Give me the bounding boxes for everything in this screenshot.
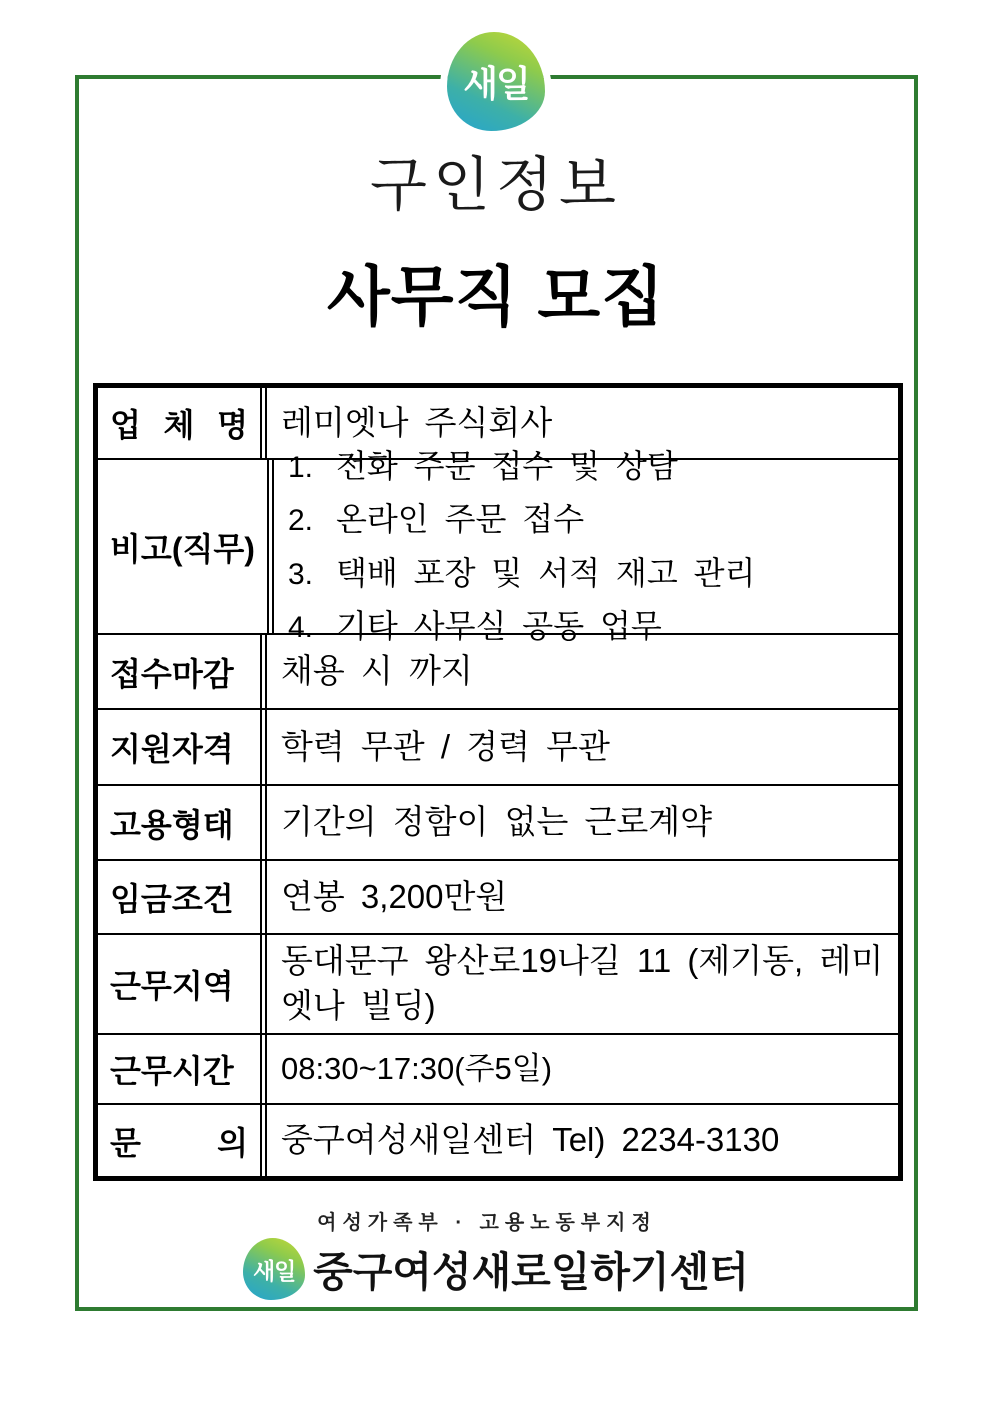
saeil-logo-text: 새일 [463, 63, 529, 104]
saeil-footer-logo-text: 새일 [252, 1257, 296, 1284]
row-value-qualification: 학력 무관 / 경력 무관 [260, 710, 898, 784]
row-value-salary: 연봉 3,200만원 [260, 861, 898, 933]
duty-number: 4. [287, 611, 313, 644]
row-label-salary: 임금조건 [110, 881, 234, 917]
row-value-deadline: 채용 시 까지 [260, 635, 898, 708]
duty-text: 기타 사무실 공동 업무 [335, 608, 662, 644]
duty-number: 1. [287, 450, 313, 484]
row-label-location: 근무지역 [110, 968, 234, 1004]
duty-number: 2. [287, 504, 313, 537]
table-row-employment-type [98, 784, 898, 859]
row-label-contact: 문 의 [110, 1124, 248, 1161]
job-info-table [93, 383, 903, 1181]
row-label-deadline: 접수마감 [110, 655, 234, 692]
row-label-company: 업 체 명 [110, 407, 248, 443]
row-label-employment-type: 고용형태 [110, 806, 234, 843]
row-value-work-hours: 08:30~17:30(주5일) [260, 1035, 898, 1103]
row-label-duties: 비고(직무) [110, 530, 255, 567]
table-row-qualification [98, 708, 898, 784]
saeil-logo-icon [447, 32, 545, 131]
row-value-duties [267, 447, 898, 644]
duty-text: 전화 주문 접수 및 상담 [335, 447, 678, 484]
duty-item [288, 552, 884, 596]
table-row-contact [98, 1103, 898, 1176]
footer [0, 1206, 992, 1298]
table-row-work-hours [98, 1033, 898, 1103]
row-value-contact: 중구여성새일센터 Tel) 2234-3130 [260, 1105, 898, 1176]
row-value-employment-type: 기간의 정함이 없는 근로계약 [260, 786, 898, 859]
footer-logo-block [243, 1206, 749, 1298]
page-subtitle: 사무직 모집 [326, 260, 665, 333]
duty-number: 3. [287, 557, 313, 591]
duty-item [288, 445, 884, 489]
row-label-work-hours: 근무시간 [110, 1053, 234, 1089]
page-title: 구인정보 [370, 152, 622, 218]
duty-item [288, 498, 884, 542]
duty-text: 택배 포장 및 서적 재고 관리 [335, 554, 756, 591]
footer-center-name: 중구여성새로일하기센터 [313, 1249, 749, 1295]
table-row-salary [98, 859, 898, 933]
duties-list [288, 445, 884, 649]
saeil-footer-logo-icon [243, 1238, 305, 1300]
row-value-location: 동대문구 왕산로19나길 11 (제기동, 레미엣나 빌딩) [260, 935, 898, 1033]
table-row-location [98, 933, 898, 1033]
row-label-qualification: 지원자격 [110, 731, 234, 767]
duty-text: 온라인 주문 접수 [335, 501, 585, 537]
table-row-duties [98, 447, 898, 644]
table-row-deadline [98, 633, 898, 708]
row-value-company: 레미엣나 주식회사 [260, 388, 898, 458]
footer-text-block [313, 1206, 749, 1298]
footer-designation: 여성가족부 · 고용노동부지정 [317, 1212, 657, 1234]
